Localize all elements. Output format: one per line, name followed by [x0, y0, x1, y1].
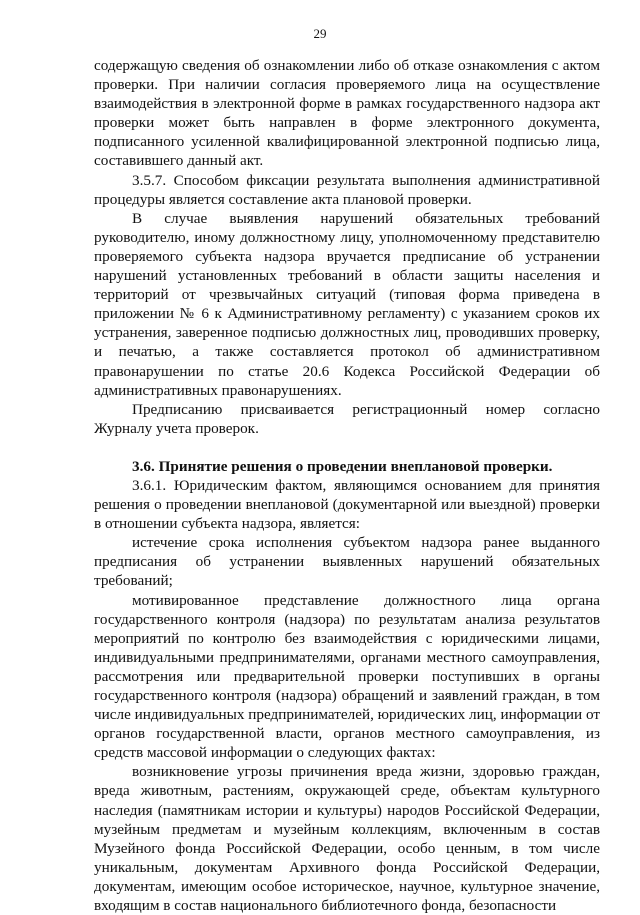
- paragraph-registration-number: Предписанию присваивается регистрационный номер согласно Журналу учета проверок.: [94, 400, 600, 437]
- paragraph-motivated-submission: мотивированное представление должностного лица органа государственного контроля (надзора) по результатам анализа результатов мероприятий по контролю без взаимодействия с юридическими лицами, индивидуальными предпринимателями, органами местного самоуправления, рассмотрения или предварительной проверки поступивших в органы государственного контроля (надзора) обращений и заявлений граждан, в том числе индивидуальных предпринимателей, юридических лиц, информации от органов государственной власти, органов местного самоуправления, из средств массовой информации о следующих фактах:: [94, 591, 600, 762]
- document-body: [94, 56, 600, 915]
- paragraph-3-5-7: 3.5.7. Способом фиксации результата выполнения административной процедуры является составление акта плановой проверки.: [94, 171, 600, 208]
- paragraph-act-familiarization: содержащую сведения об ознакомлении либо об отказе ознакомления с актом проверки. При наличии согласия проверяемого лица на осуществление взаимодействия в электронной форме в рамках государственного надзора акт проверки может быть направлен в форме электронного документа, подписанного усиленной квалифицированной электронной подписью лица, составившего данный акт.: [94, 57, 600, 170]
- paragraph-violations-order: В случае выявления нарушений обязательных требований руководителю, иному должностному лицу, уполномоченному представителю проверяемого субъекта надзора вручается предписание об устранении нарушений установленных требований в области защиты населения и территорий от чрезвычайных ситуаций (типовая форма приведена в приложении № 6 к Административному регламенту) с указанием сроков их устранения, заверенное подписью должностных лиц, проводивших проверку, и печатью, а также составляется протокол об административном правонарушении по статье 20.6 Кодекса Российской Федерации об административных правонарушениях.: [94, 209, 600, 399]
- page-number: 29: [313, 26, 327, 41]
- section-heading-3-6: 3.6. Принятие решения о проведении внеплановой проверки.: [132, 457, 553, 475]
- paragraph-order-expiry: истечение срока исполнения субъектом надзора ранее выданного предписания об устранении выявленных нарушений обязательных требований;: [94, 534, 600, 590]
- paragraph-threat-of-harm: возникновение угрозы причинения вреда жизни, здоровью граждан, вреда животным, растениям, окружающей среде, объектам культурного наследия (памятникам истории и культуры) народов Российской Федерации, музейным предметам и музейным коллекциям, включенным в состав Музейного фонда Российской Федерации, особо ценным, в том числе уникальным, документам Архивного фонда Российской Федерации, документам, имеющим особое историческое, научное, культурное значение, входящим в состав национального библиотечного фонда, безопасности: [94, 763, 600, 915]
- paragraph-3-6-1: 3.6.1. Юридическим фактом, являющимся основанием для принятия решения о проведении внеплановой (документарной или выездной) проверки в отношении субъекта надзора, является:: [94, 476, 600, 533]
